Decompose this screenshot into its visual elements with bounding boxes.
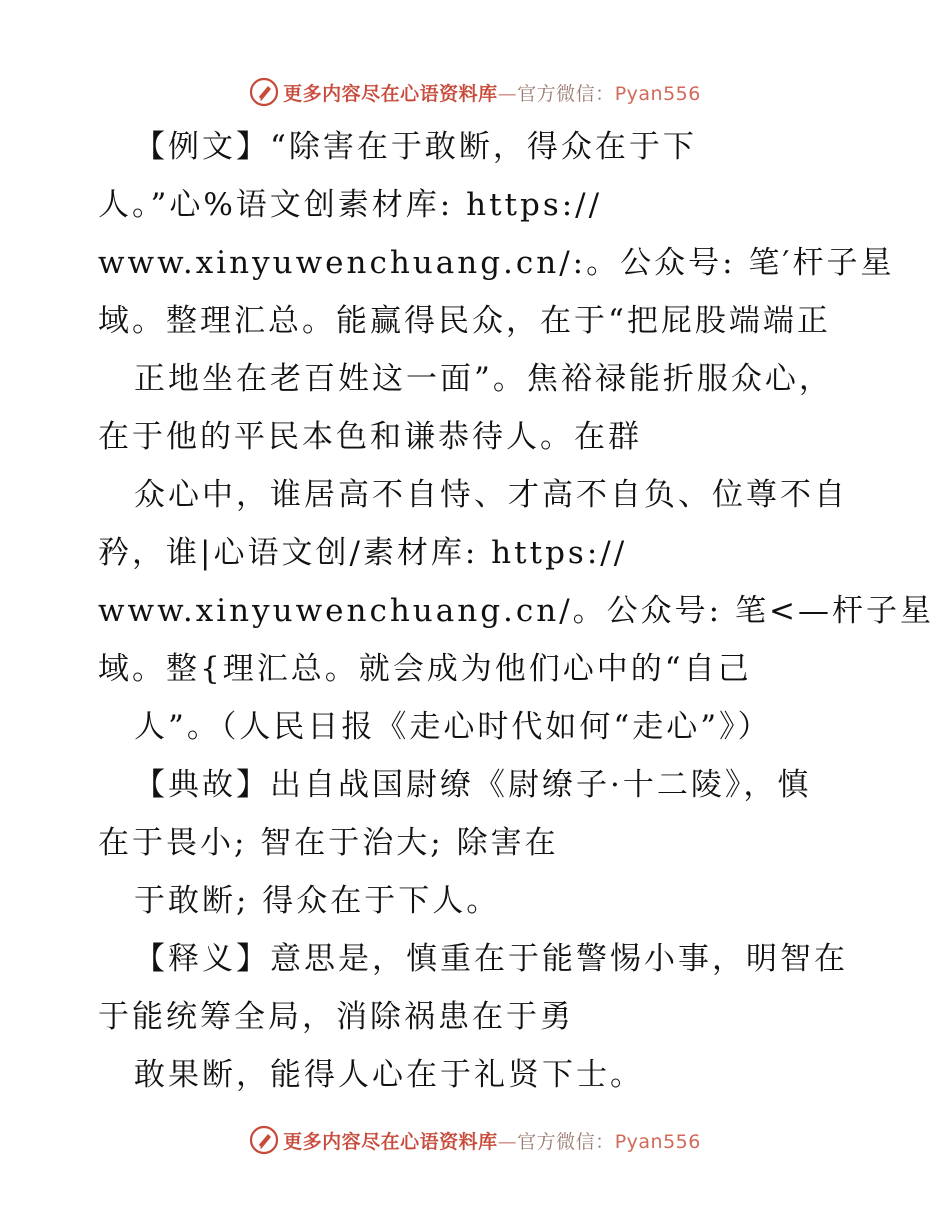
- pen-logo-icon: [249, 77, 279, 107]
- text-line: 众心中，谁居高不自恃、才高不自负、位尊不自: [134, 477, 848, 513]
- text-line: 于能统筹全局，消除祸患在于勇: [98, 999, 574, 1035]
- banner-main: 更多内容尽在心语资料库: [283, 82, 498, 105]
- text-line: 人。”心%语文创素材库: https://: [98, 187, 603, 223]
- text-line: 在于畏小; 智在于治大; 除害在: [98, 825, 559, 861]
- text-line: 【释义】意思是，慎重在于能警惕小事，明智在: [134, 941, 848, 977]
- banner-official: 官方微信：: [517, 1130, 615, 1153]
- text-line: 【例文】“除害在于敢断，得众在于下: [134, 129, 697, 165]
- text-line: 【典故】出自战国尉缭《尉缭子·十二陵》，慎: [134, 767, 812, 803]
- text-line: 人”。（人民日报《走心时代如何“走心”》）: [134, 709, 772, 745]
- pen-logo-icon: [249, 1125, 279, 1155]
- text-line: 敢果断，能得人心在于礼贤下士。: [134, 1057, 644, 1093]
- footer-banner: [0, 1120, 950, 1160]
- text-line: 在于他的平民本色和谦恭待人。在群: [98, 419, 642, 455]
- banner-official: 官方微信：: [517, 82, 615, 105]
- text-line: www.xinyuwenchuang.cn/。公众号: 笔<—杆子星: [98, 593, 934, 629]
- banner-dash: —: [497, 82, 518, 105]
- header-banner: [0, 72, 950, 112]
- banner-handle: Pyan556: [614, 1130, 701, 1153]
- text-line: 域。整{理汇总。就会成为他们心中的“自己: [98, 651, 752, 687]
- banner-dash: —: [497, 1130, 518, 1153]
- text-line: 于敢断; 得众在于下人。: [134, 883, 501, 919]
- banner-text: [283, 79, 701, 106]
- text-line: 矜，谁|心语文创/素材库: https://: [98, 535, 628, 571]
- text-line: www.xinyuwenchuang.cn/:。公众号: 笔′杆子星: [98, 245, 895, 281]
- banner-handle: Pyan556: [614, 82, 701, 105]
- banner-text: [283, 1127, 701, 1154]
- banner-main: 更多内容尽在心语资料库: [283, 1130, 498, 1153]
- text-line: 域。整理汇总。能赢得民众，在于“把屁股端端正: [98, 303, 831, 339]
- text-line: 正地坐在老百姓这一面”。焦裕禄能折服众心，: [134, 361, 833, 397]
